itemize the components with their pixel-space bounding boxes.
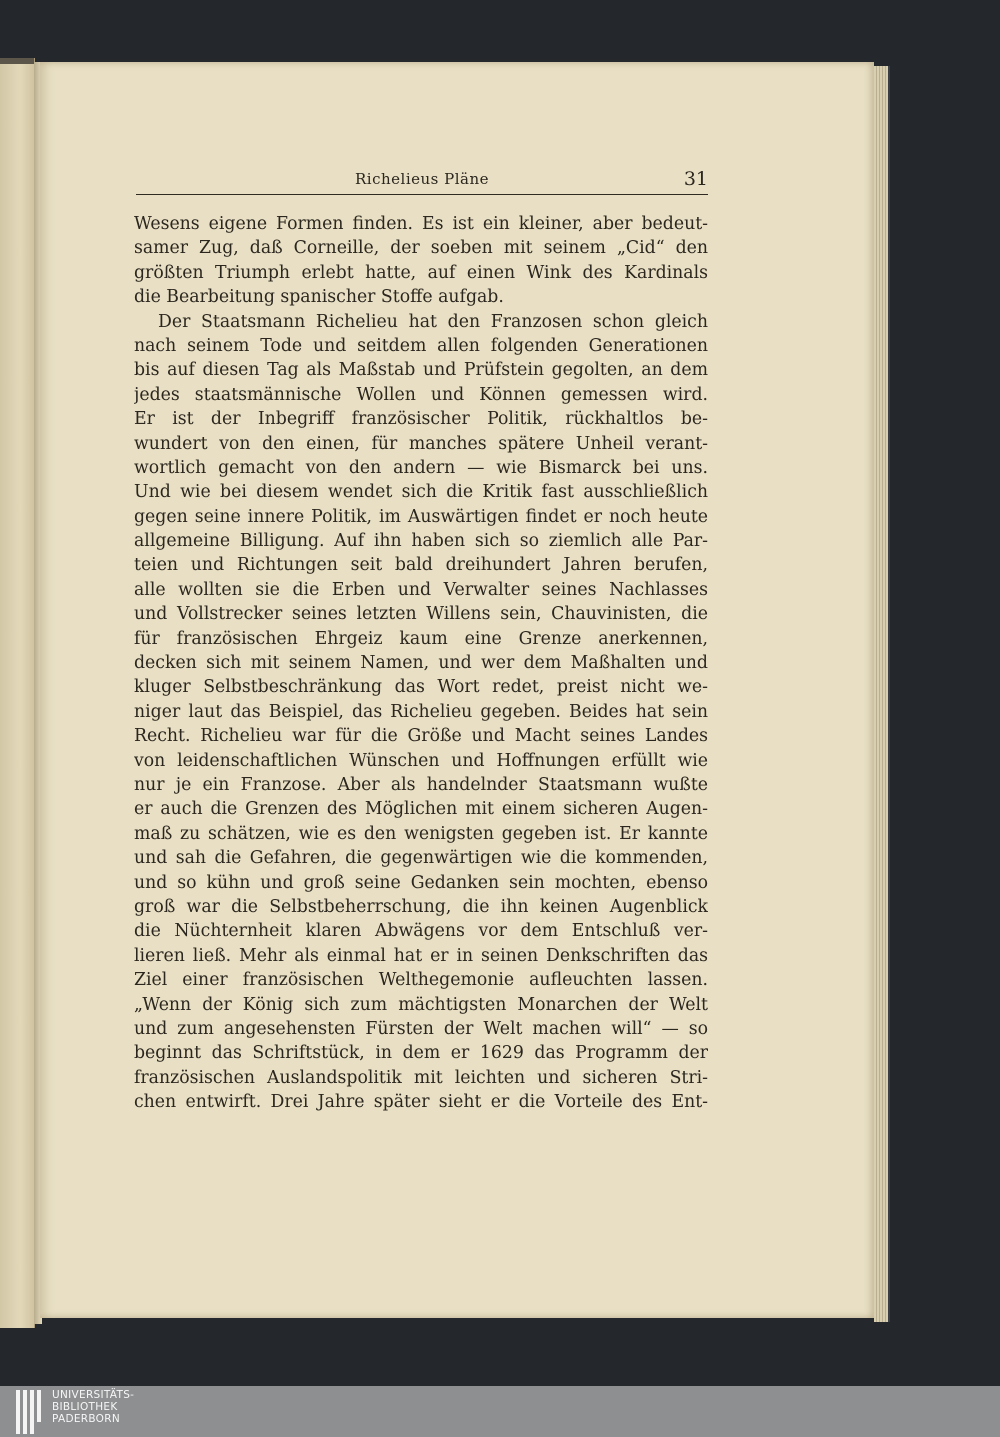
text-line: nur je ein Franzose. Aber als handelnder Staatsmann wußte <box>134 774 708 795</box>
text-line: die Nüchternheit klaren Abwägens vor dem Entschluß ver- <box>134 921 708 942</box>
text-line: Er ist der Inbegriff französischer Politik, rückhaltlos be- <box>134 409 708 430</box>
text-line: die Bearbeitung spanischer Stoffe aufgab. <box>134 287 504 308</box>
text-line: teien und Richtungen seit bald dreihundert Jahren berufen, <box>134 555 708 576</box>
library-logo-text <box>52 1389 134 1425</box>
text-line: er auch die Grenzen des Möglichen mit einem sicheren Augen- <box>134 799 708 820</box>
text-line: nach seinem Tode und seitdem allen folgenden Generationen <box>134 335 708 356</box>
text-line: jedes staatsmännische Wollen und Können gemessen wird. <box>134 384 708 405</box>
footer-bar <box>0 1386 1000 1437</box>
page-number: 31 <box>683 168 708 190</box>
text-line: für französischen Ehrgeiz kaum eine Grenze anerkennen, <box>134 628 708 649</box>
text-line: groß war die Selbstbeherrschung, die ihn keinen Augenblick <box>134 896 708 917</box>
text-line: maß zu schätzen, wie es den wenigsten gegeben ist. Er kannte <box>134 823 708 844</box>
logo-line: UNIVERSITÄTS- <box>52 1389 135 1401</box>
text-line: lieren ließ. Mehr als einmal hat er in seinen Denkschriften das <box>134 945 708 966</box>
text-line: Ziel einer französischen Welthegemonie aufleuchten lassen. <box>134 970 708 991</box>
left-page-edge <box>0 58 35 1328</box>
university-library-logo-icon <box>16 1390 44 1434</box>
text-line: chen entwirft. Drei Jahre später sieht er die Vorteile des Ent- <box>134 1092 708 1113</box>
text-line: Recht. Richelieu war für die Größe und Macht seines Landes <box>134 726 708 747</box>
text-line: samer Zug, daß Corneille, der soeben mit seinem „Cid“ den <box>134 238 708 259</box>
text-line: decken sich mit seinem Namen, und wer dem Maßhalten und <box>134 653 708 674</box>
text-line: Wesens eigene Formen finden. Es ist ein kleiner, aber bedeut- <box>134 214 708 234</box>
text-line: wundert von den einen, für manches spätere Unheil verant- <box>134 433 708 454</box>
header-title: Richelieus Pläne <box>355 170 489 188</box>
text-line: alle wollten sie die Erben und Verwalter seines Nachlasses <box>134 579 708 600</box>
logo-line: PADERBORN <box>52 1413 120 1425</box>
text-line: und sah die Gefahren, die gegenwärtigen wie die kommenden, <box>134 848 708 869</box>
text-line: bis auf diesen Tag als Maßstab und Prüfstein gegolten, an dem <box>134 360 708 381</box>
text-line: von leidenschaftlichen Wünschen und Hoffnungen erfüllt wie <box>134 750 708 771</box>
running-head <box>136 170 708 195</box>
text-line: „Wenn der König sich zum mächtigsten Monarchen der Welt <box>134 994 708 1015</box>
text-line: und so kühn und groß seine Gedanken sein mochten, ebenso <box>134 872 708 893</box>
text-line: beginnt das Schriftstück, in dem er 1629 das Programm der <box>134 1043 708 1064</box>
text-line: und Vollstrecker seines letzten Willens sein, Chauvinisten, die <box>134 604 708 625</box>
text-line: kluger Selbstbeschränkung das Wort redet, preist nicht we- <box>134 677 708 698</box>
text-line: allgemeine Billigung. Auf ihn haben sich so ziemlich alle Par- <box>134 531 708 552</box>
text-line: gegen seine innere Politik, im Auswärtigen findet er noch heute <box>134 506 708 527</box>
text-line: wortlich gemacht von den andern — wie Bismarck bei uns. <box>134 457 708 478</box>
text-line: größten Triumph erlebt hatte, auf einen Wink des Kardinals <box>134 262 708 283</box>
text-line: Und wie bei diesem wendet sich die Kritik fast ausschließlich <box>134 482 708 503</box>
page-edges <box>874 66 890 1322</box>
text-line: Der Staatsmann Richelieu hat den Franzosen schon gleich <box>158 311 708 332</box>
text-line: französischen Auslandspolitik mit leichten und sicheren Stri- <box>134 1067 708 1088</box>
text-line: und zum angesehensten Fürsten der Welt machen will“ — so <box>134 1018 708 1039</box>
text-line: niger laut das Beispiel, das Richelieu gegeben. Beides hat sein <box>134 701 708 722</box>
logo-line: BIBLIOTHEK <box>52 1401 118 1413</box>
body-text <box>134 212 708 1114</box>
